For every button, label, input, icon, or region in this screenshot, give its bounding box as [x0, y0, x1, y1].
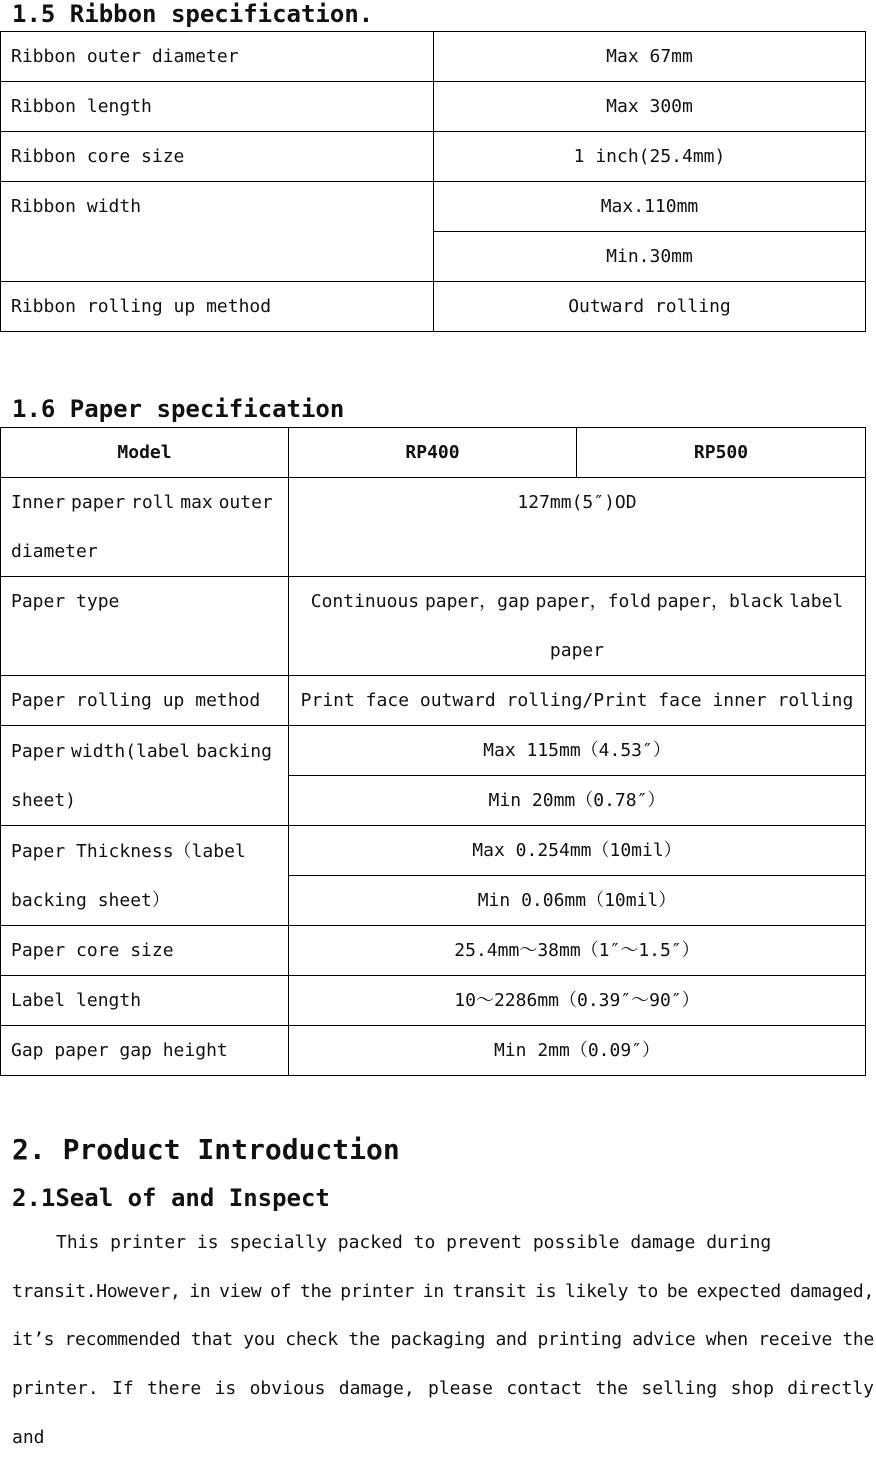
paper-thickness-min-value: Min 0.06mm（10mil）	[289, 876, 866, 926]
ribbon-outer-diameter-label: Ribbon outer diameter	[1, 32, 434, 82]
column-header-rp500: RP500	[577, 428, 866, 478]
ribbon-core-size-label: Ribbon core size	[1, 132, 434, 182]
ribbon-spec-table	[0, 31, 866, 332]
table-row	[1, 676, 866, 726]
ribbon-width-max-value: Max.110mm	[434, 182, 866, 232]
ribbon-length-value: Max 300m	[434, 82, 866, 132]
paper-thickness-label: Paper Thickness（label backing sheet）	[1, 826, 289, 926]
intro-paragraph-line-4: printer. If there is obvious damage, please contact the selling shop directly and	[12, 1378, 874, 1448]
table-row	[1, 726, 866, 776]
table-row	[1, 577, 866, 676]
paper-core-size-label: Paper core size	[1, 926, 289, 976]
table-header-row	[1, 428, 866, 478]
column-header-rp400: RP400	[289, 428, 577, 478]
subsection-heading-seal-inspect: 2.1Seal of and Inspect	[12, 1184, 330, 1212]
intro-paragraph-line-1: This printer is specially packed to prevent possible damage during	[56, 1232, 772, 1253]
table-row	[1, 132, 866, 182]
ribbon-rolling-method-value: Outward rolling	[434, 282, 866, 332]
paper-rolling-method-label: Paper rolling up method	[1, 676, 289, 726]
paper-thickness-max-value: Max 0.254mm（10mil）	[289, 826, 866, 876]
ribbon-width-min-value: Min.30mm	[434, 232, 866, 282]
intro-paragraph-line-2: transit.However, in view of the printer in transit is likely to be expected damaged,	[12, 1281, 874, 1302]
gap-height-value: Min 2mm（0.09″）	[289, 1026, 866, 1076]
table-row	[1, 926, 866, 976]
ribbon-width-label: Ribbon width	[1, 182, 434, 282]
ribbon-core-size-value: 1 inch(25.4mm)	[434, 132, 866, 182]
section-heading-product-introduction: 2. Product Introduction	[12, 1133, 400, 1166]
intro-paragraph-line-3: it’s recommended that you check the packaging and printing advice when receive the	[12, 1329, 874, 1350]
ribbon-outer-diameter-value: Max 67mm	[434, 32, 866, 82]
ribbon-length-label: Ribbon length	[1, 82, 434, 132]
gap-height-label: Gap paper gap height	[1, 1026, 289, 1076]
ribbon-spec-heading: 1.5 Ribbon specification.	[12, 0, 374, 28]
paper-spec-heading: 1.6 Paper specification	[12, 395, 345, 423]
paper-width-max-value: Max 115mm（4.53″）	[289, 726, 866, 776]
paper-core-size-value: 25.4mm～38mm（1″～1.5″）	[289, 926, 866, 976]
paper-type-value: Continuous paper，gap paper，fold paper，black label paper	[289, 577, 866, 676]
paper-rolling-method-value: Print face outward rolling/Print face inner rolling	[289, 676, 866, 726]
paper-type-label: Paper type	[1, 577, 289, 676]
paper-width-label: Paper width(label backing sheet)	[1, 726, 289, 826]
table-row	[1, 478, 866, 577]
table-row	[1, 82, 866, 132]
table-row	[1, 182, 866, 232]
table-row	[1, 976, 866, 1026]
table-row	[1, 32, 866, 82]
table-row	[1, 282, 866, 332]
ribbon-rolling-method-label: Ribbon rolling up method	[1, 282, 434, 332]
label-length-value: 10～2286mm（0.39″～90″）	[289, 976, 866, 1026]
inner-roll-diameter-label: Inner paper roll max outer diameter	[1, 478, 289, 577]
column-header-model: Model	[1, 428, 289, 478]
inner-roll-diameter-value: 127mm(5″)OD	[289, 478, 866, 577]
table-row	[1, 826, 866, 876]
paper-width-min-value: Min 20mm（0.78″）	[289, 776, 866, 826]
label-length-label: Label length	[1, 976, 289, 1026]
paper-spec-table	[0, 427, 866, 1076]
table-row	[1, 1026, 866, 1076]
